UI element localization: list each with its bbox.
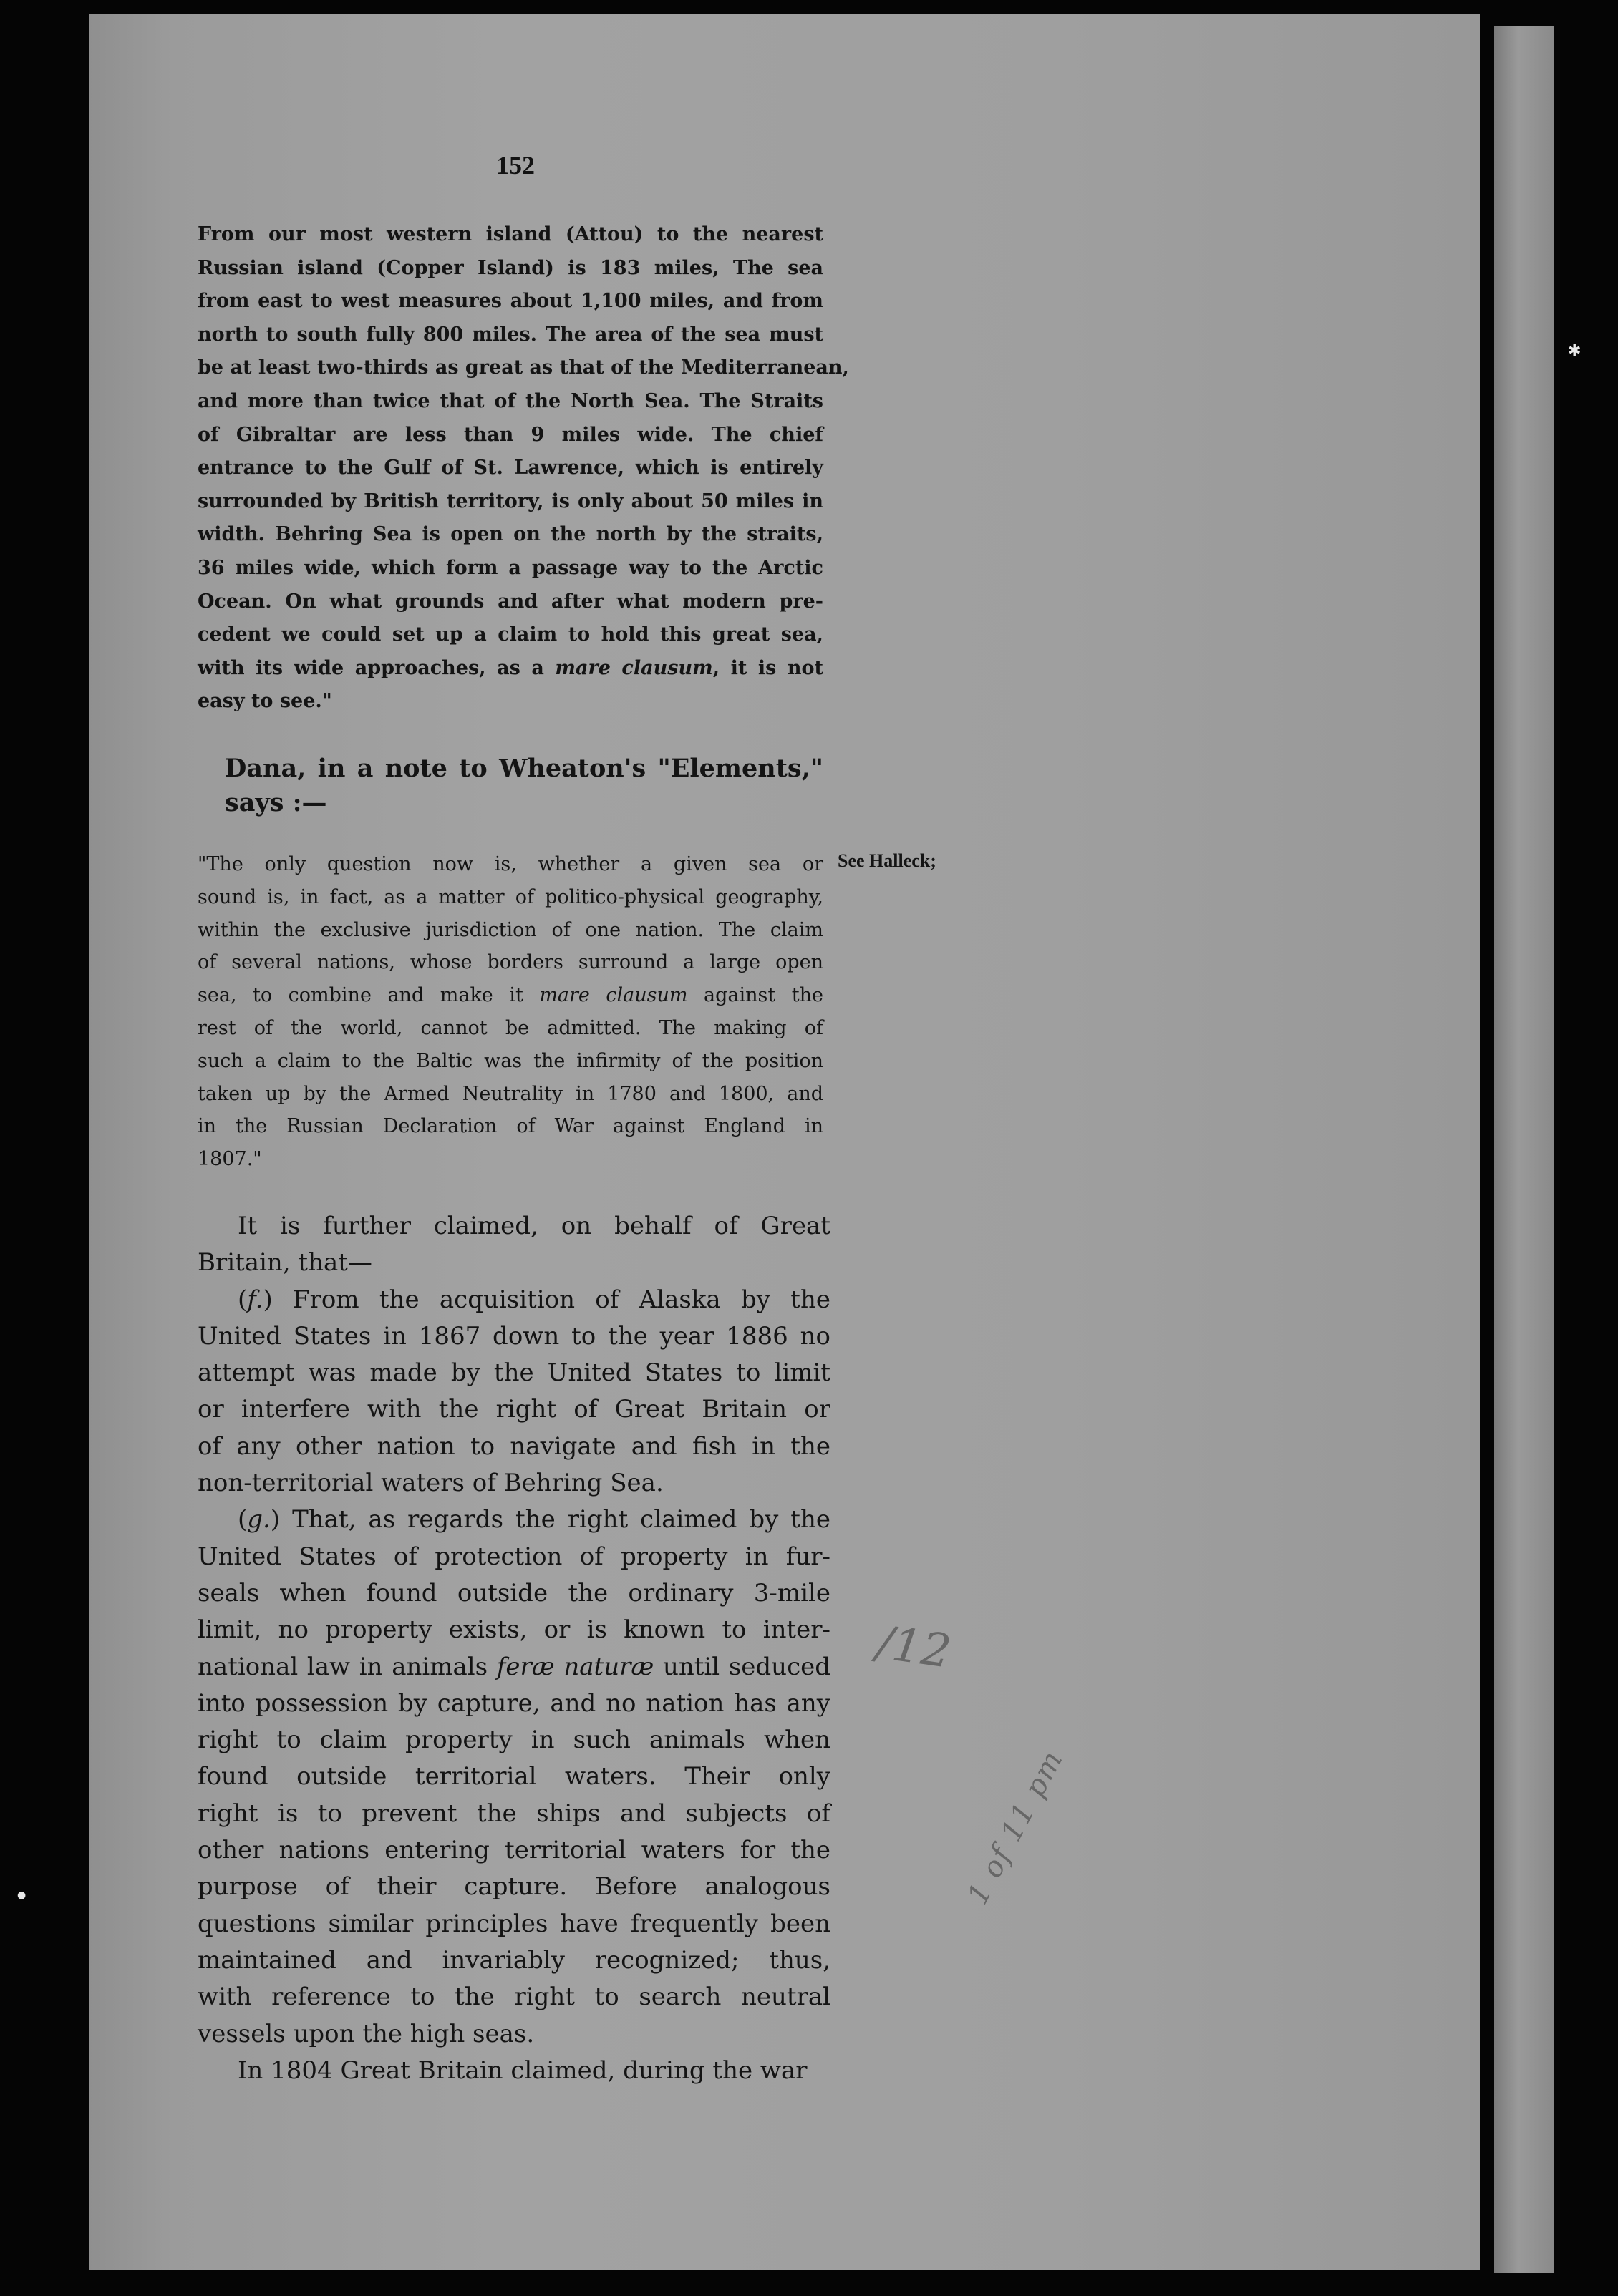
adjacent-page-edge: [1494, 26, 1554, 2273]
text-line: right to claim property in such animals when: [198, 1726, 830, 1755]
text-line: 36 miles wide, which form a passage way to the Arctic: [198, 556, 823, 579]
text-line: be at least two-thirds as great as that of the Mediterranean,: [198, 356, 849, 379]
text-fragment: (: [238, 1505, 248, 1534]
text-line: limit, no property exists, or is known to inter-: [198, 1615, 830, 1645]
dana-intro: [225, 751, 823, 820]
text-line: non-territorial waters of Behring Sea.: [198, 1469, 664, 1498]
text-line: with reference to the right to search neutral: [198, 1983, 830, 2012]
text-line: rest of the world, cannot be admitted. The making of: [198, 1016, 823, 1039]
text-line: maintained and invariably recognized; thus,: [198, 1945, 830, 1975]
text-line: attempt was made by the United States to limit: [198, 1358, 830, 1388]
body-text: [198, 1208, 830, 2089]
page-number: 152: [496, 151, 535, 180]
quotation-block-2: [198, 848, 823, 1176]
text-fragment: , it is not: [712, 656, 823, 679]
text-line: [198, 652, 823, 686]
italic-term: feræ naturæ: [496, 1652, 654, 1681]
text-line: Russian island (Copper Island) is 183 miles, The sea: [198, 256, 823, 279]
text-fragment: national law in animals: [198, 1652, 497, 1681]
text-line: found outside territorial waters. Their only: [198, 1762, 830, 1791]
text-line: surrounded by British territory, is only about 50 miles in: [198, 490, 823, 512]
margin-note: See Halleck;: [838, 850, 936, 871]
text-line: says :—: [225, 788, 327, 817]
scan-speck: ●: [17, 1889, 26, 1901]
text-line: seals when found outside the ordinary 3-mile: [198, 1578, 830, 1607]
italic-term: mare clausum: [555, 656, 713, 679]
text-line: United States of protection of property in fur-: [198, 1542, 830, 1571]
text-fragment: (: [238, 1285, 248, 1314]
text-line: right is to prevent the ships and subjects of: [198, 1799, 830, 1828]
text-line: other nations entering territorial waters for the: [198, 1836, 830, 1865]
text-fragment: until seduced: [654, 1652, 831, 1681]
text-fragment: against the: [687, 984, 823, 1007]
pencil-annotation: /12: [873, 1616, 954, 1679]
text-fragment: ) That, as regards the right claimed by the: [270, 1505, 830, 1534]
text-line: [198, 1502, 830, 1538]
quotation-block-1: [198, 218, 849, 719]
text-line: Ocean. On what grounds and after what modern pre-: [198, 590, 823, 613]
text-line: from east to west measures about 1,100 miles, and from: [198, 290, 823, 313]
clause-label-f: f.: [247, 1285, 263, 1314]
scan-speck: ✱: [1568, 342, 1581, 360]
text-line: Britain, that—: [198, 1248, 372, 1278]
text-line: width. Behring Sea is open on the north by the straits,: [198, 523, 823, 546]
text-line: entrance to the Gulf of St. Lawrence, which is entirely: [198, 457, 823, 480]
text-line: [198, 979, 823, 1012]
text-line: in the Russian Declaration of War against England in: [198, 1115, 823, 1138]
text-line: From our most western island (Attou) to the nearest: [198, 223, 823, 245]
text-line: of Gibraltar are less than 9 miles wide. The chief: [198, 423, 823, 446]
clause-label-g: g.: [247, 1505, 271, 1534]
text-line: 1807.": [198, 1148, 262, 1171]
italic-term: mare clausum: [539, 984, 688, 1007]
text-line: within the exclusive jurisdiction of one nation. The claim: [198, 918, 823, 941]
text-line: cedent we could set up a claim to hold this great sea,: [198, 623, 823, 646]
text-line: easy to see.": [198, 690, 332, 713]
text-fragment: with its wide approaches, as a: [198, 656, 556, 679]
text-line: vessels upon the high seas.: [198, 2019, 535, 2048]
text-line: United States in 1867 down to the year 1886 no: [198, 1321, 830, 1351]
text-line: of several nations, whose borders surround a large open: [198, 951, 823, 974]
text-line: taken up by the Armed Neutrality in 1780 and 1800, and: [198, 1082, 823, 1105]
text-fragment: sea, to combine and make it: [198, 984, 540, 1007]
text-line: purpose of their capture. Before analogous: [198, 1872, 830, 1902]
text-line: It is further claimed, on behalf of Great: [238, 1212, 830, 1240]
text-line: of any other nation to navigate and fish in the: [198, 1431, 830, 1461]
text-line: [198, 1282, 830, 1318]
pencil-annotation: 1 of 11 pm: [961, 1744, 1070, 1910]
text-line: or interfere with the right of Great Britain or: [198, 1395, 830, 1424]
text-line: In 1804 Great Britain claimed, during the war: [238, 2056, 808, 2085]
text-line: such a claim to the Baltic was the infirmity of the position: [198, 1049, 823, 1072]
text-fragment: ) From the acquisition of Alaska by the: [263, 1285, 830, 1314]
text-line: questions similar principles have frequently been: [198, 1909, 830, 1938]
text-line: Dana, in a note to Wheaton's "Elements,": [225, 754, 823, 783]
text-line: into possession by capture, and no nation has any: [198, 1688, 830, 1718]
text-line: and more than twice that of the North Sea. The Straits: [198, 389, 823, 412]
text-line: sound is, in fact, as a matter of politico-physical geography,: [198, 885, 823, 908]
text-line: "The only question now is, whether a given sea or: [198, 853, 823, 875]
text-line: [198, 1649, 830, 1685]
text-line: north to south fully 800 miles. The area of the sea must: [198, 323, 823, 346]
